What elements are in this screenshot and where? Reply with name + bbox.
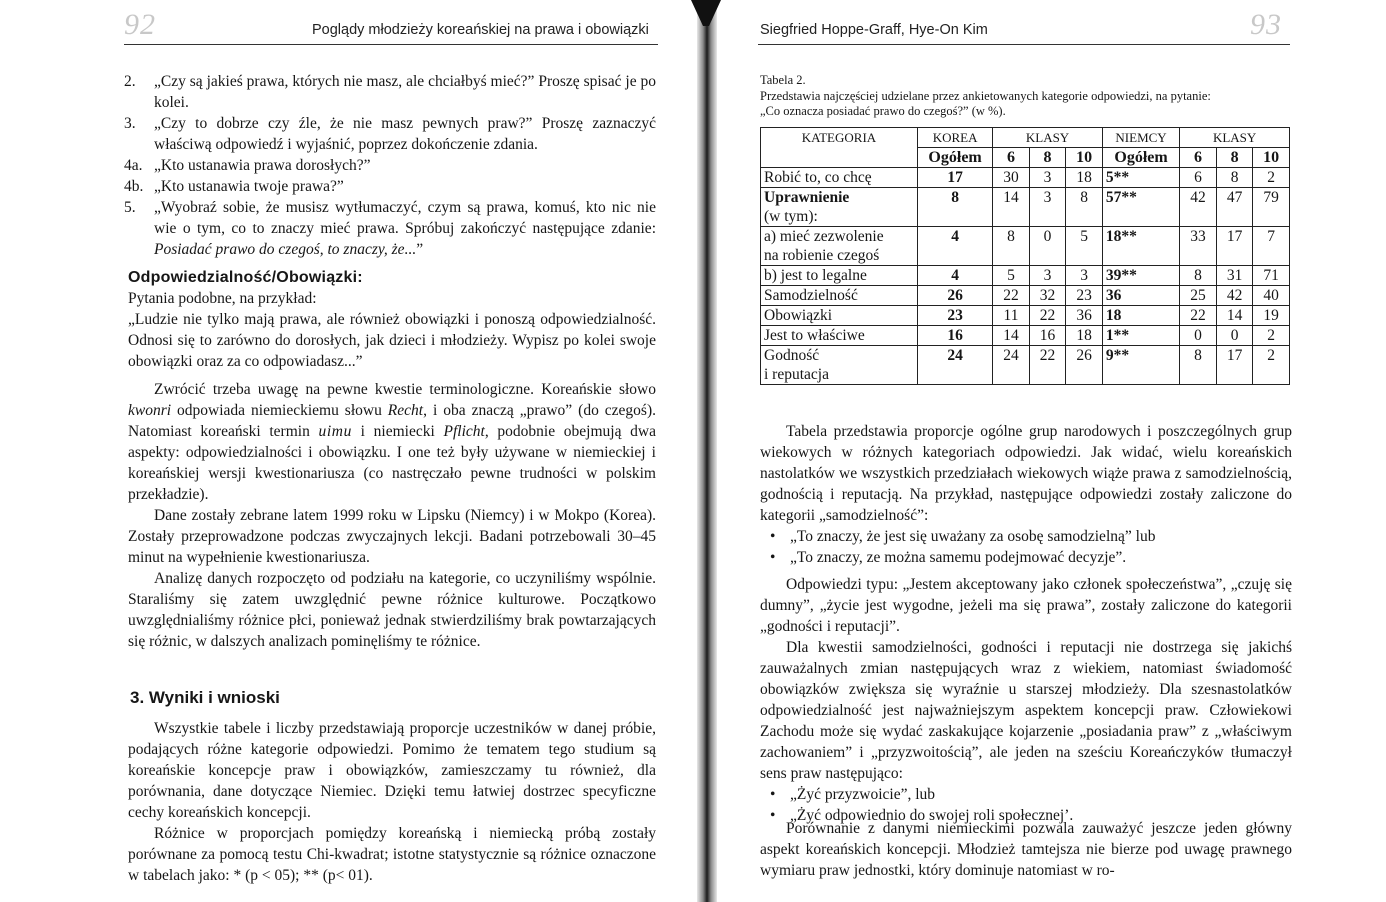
cell: 33 xyxy=(1180,227,1217,266)
cell: 79 xyxy=(1253,188,1290,227)
cell: 14 xyxy=(1216,306,1253,326)
right-page xyxy=(712,0,1386,902)
cell: 24 xyxy=(993,346,1030,385)
subheader-cell: 10 xyxy=(1066,148,1103,168)
cell: 30 xyxy=(993,168,1030,188)
cell: 11 xyxy=(993,306,1030,326)
row-label: Obowiązki xyxy=(761,306,918,326)
chapter-heading xyxy=(130,688,280,708)
subheader-cell: 10 xyxy=(1253,148,1290,168)
responsibility-section xyxy=(128,267,656,372)
bullet-item: • „Żyć odpowiednio do swojej roli społecznej’. xyxy=(770,807,1074,824)
subheader-cell: 8 xyxy=(1216,148,1253,168)
cell: 42 xyxy=(1180,188,1217,227)
header-cell: KLASY xyxy=(1180,128,1290,148)
subheader-cell: Ogółem xyxy=(917,148,992,168)
table-row xyxy=(761,346,1290,385)
header-cell: KLASY xyxy=(993,128,1103,148)
bullet-item: • „To znaczy, ze można samemu podejmować decyzje”. xyxy=(770,549,1127,566)
cell: 2 xyxy=(1253,346,1290,385)
questions-list xyxy=(124,71,656,260)
cell: 47 xyxy=(1216,188,1253,227)
row-label: Jest to właściwe xyxy=(761,326,918,346)
table-row xyxy=(761,168,1290,188)
subheader-cell: 6 xyxy=(1180,148,1217,168)
question-item: 4b. „Kto ustanawia twoje prawa?” xyxy=(124,178,344,195)
cell: 71 xyxy=(1253,266,1290,286)
table-row xyxy=(761,306,1290,326)
discussion-text-2 xyxy=(760,574,1292,826)
table-row xyxy=(761,286,1290,306)
cell: 3 xyxy=(1029,168,1066,188)
question-item: 5. „Wyobraź sobie, że musisz wytłumaczyć, czym są prawa, komuś, kto nic nie wie o tym, co to znaczy mieć prawa. Spróbuj zakończyć następujące zdanie: Posiadać prawo do czegoś, to znaczy, że...” xyxy=(124,199,656,258)
table-row xyxy=(761,326,1290,346)
methods-text xyxy=(128,379,656,652)
cell: 17 xyxy=(1216,227,1253,266)
cell-korea-total: 17 xyxy=(917,168,992,188)
cell: 2 xyxy=(1253,168,1290,188)
cell: 22 xyxy=(993,286,1030,306)
table-row xyxy=(761,188,1290,227)
cell: 18 xyxy=(1066,168,1103,188)
header-cell: KATEGORIA xyxy=(761,128,918,168)
row-label: Samodzielność xyxy=(761,286,918,306)
section-title: Odpowiedzialność/Obowiązki: xyxy=(128,269,363,286)
cell: 3 xyxy=(1029,188,1066,227)
cell: 25 xyxy=(1180,286,1217,306)
cell-korea-total: 26 xyxy=(917,286,992,306)
running-header: Poglądy młodzieży koreańskiej na prawa i obowiązki xyxy=(312,22,649,38)
para-terminology: Zwrócić trzeba uwagę na pewne kwestie terminologiczne. Koreańskie słowo kwonri odpowiada niemieckiemu słowu Recht, i oba znaczą „prawo” (do czegoś). Natomiast koreański termin uimu i niemiecki Pflicht, podobnie obejmują dwa aspekty: odpowiedzialności i obowiązku. I one też były używane w niemieckiej i koreańskiej wersji kwestionariusza (co nastręczało pewne trudności w polskim przekładzie). xyxy=(128,381,656,503)
cell: 19 xyxy=(1253,306,1290,326)
cell: 6 xyxy=(1180,168,1217,188)
table-row xyxy=(761,266,1290,286)
results-table xyxy=(760,127,1290,385)
cell: 3 xyxy=(1029,266,1066,286)
cell: 17 xyxy=(1216,346,1253,385)
cell-korea-total: 23 xyxy=(917,306,992,326)
page-number: 93 xyxy=(1250,8,1282,41)
section-text: „Ludzie nie tylko mają prawa, ale również obowiązki i ponoszą odpowiedzialność. Odnosi się to zarówno do dorosłych, jak dzieci i młodzieży. Wypisz po kolei swoje obowiązki oraz za co odpowiadasz...” xyxy=(128,311,656,370)
para-differences: Różnice w proporcjach pomiędzy koreańską i niemiecką próbą zostały porównane za pomocą testu Chi-kwadrat; istotne statystycznie są różnice oznaczone w tabelach jako: * (p < 05); ** (p< 01). xyxy=(128,825,656,884)
cell: 5 xyxy=(993,266,1030,286)
cell: 5 xyxy=(1066,227,1103,266)
discussion-text-3 xyxy=(760,818,1292,881)
results-text xyxy=(128,718,656,886)
table-caption xyxy=(760,73,1294,120)
caption-title: Tabela 2. xyxy=(760,73,806,87)
running-header: Siegfried Hoppe-Graff, Hye-On Kim xyxy=(760,22,988,38)
question-item: 2. „Czy są jakieś prawa, których nie masz, ale chciałbyś mieć?” Proszę spisać je po kolei. xyxy=(124,73,656,111)
cell: 22 xyxy=(1029,346,1066,385)
cell: 22 xyxy=(1180,306,1217,326)
subheader-cell: 6 xyxy=(993,148,1030,168)
subheader-cell: 8 xyxy=(1029,148,1066,168)
cell: 0 xyxy=(1180,326,1217,346)
bullet-item: • „To znaczy, że jest się uważany za osobę samodzielną” lub xyxy=(770,528,1156,545)
cell: 8 xyxy=(1180,266,1217,286)
cell: 23 xyxy=(1066,286,1103,306)
cell: 0 xyxy=(1216,326,1253,346)
subheader-cell: Ogółem xyxy=(1102,148,1179,168)
cell-germany-total: 1** xyxy=(1102,326,1179,346)
cell-korea-total: 8 xyxy=(917,188,992,227)
cell: 14 xyxy=(993,188,1030,227)
cell: 36 xyxy=(1066,306,1103,326)
cell: 8 xyxy=(993,227,1030,266)
para-results: Wszystkie tabele i liczby przedstawiają proporcje uczestników w danej próbie, podających różne kategorie odpowiedzi. Pomimo że tematem tego studium są koreańskie koncepcje praw i obowiązków, zamieszczamy tu również, dla porównania, dane dotyczące Niemiec. Dzięki temu łatwiej dostrzec specyficzne cechy koreańskich koncepcji. xyxy=(128,720,656,821)
para-issues: Dla kwestii samodzielności, godności i reputacji nie dostrzega się jakichś zauważalnych zmian następujących wraz z wiekiem, natomiast świadomość obowiązków zwiększa się wyraźnie u starszej młodzieży. Dla szesnastolatków odpowiedzialność jest najważniejszym aspektem koncepcji praw. Człowiekowi Zachodu może się wydać zaskakujące kojarzenie „posiadania praw” z „właściwym zachowaniem” i „przyzwoitością”, ale jeden na sześciu Koreańczyków tłumaczył sens praw następująco: xyxy=(760,639,1292,782)
question-item: 4a. „Kto ustanawia prawa dorosłych?” xyxy=(124,157,371,174)
cell-germany-total: 18** xyxy=(1102,227,1179,266)
cell-germany-total: 36 xyxy=(1102,286,1179,306)
cell: 26 xyxy=(1066,346,1103,385)
cell-korea-total: 4 xyxy=(917,227,992,266)
cell: 32 xyxy=(1029,286,1066,306)
table-row xyxy=(761,227,1290,266)
bullet-item: • „Żyć przyzwoicie”, lub xyxy=(770,786,936,803)
cell: 14 xyxy=(993,326,1030,346)
cell: 16 xyxy=(1029,326,1066,346)
para-analysis: Analizę danych rozpoczęto od podziału na kategorie, co uczyniliśmy wspólnie. Staraliśmy się zatem uwzględnić pewne różnice kulturowe. Początkowo uwzględnialiśmy różnice płci, ponieważ jednak stwierdziliśmy brak powtarzających się różnic, w dalszych analizach pominęliśmy te różnice. xyxy=(128,570,656,650)
cell: 40 xyxy=(1253,286,1290,306)
cell: 8 xyxy=(1216,168,1253,188)
cell-germany-total: 18 xyxy=(1102,306,1179,326)
cell: 3 xyxy=(1066,266,1103,286)
page-number: 92 xyxy=(124,8,156,41)
caption-line: „Co oznacza posiadać prawo do czegoś?” (w %). xyxy=(760,104,1006,118)
cell-germany-total: 57** xyxy=(1102,188,1179,227)
table-header-row xyxy=(761,128,1290,148)
caption-line: Przedstawia najczęściej udzielane przez ankietowanych kategorie odpowiedzi, na pytanie: xyxy=(760,88,1211,103)
cell: 8 xyxy=(1066,188,1103,227)
cell-korea-total: 24 xyxy=(917,346,992,385)
cell: 42 xyxy=(1216,286,1253,306)
header-rule xyxy=(124,44,658,45)
para-answers: Odpowiedzi typu: „Jestem akceptowany jako członek społeczeństwa”, „czuję się dumny”, „życie jest wygodne, jeżeli ma się prawa”, zostały zaliczone do kategorii „godności i reputacji”. xyxy=(760,576,1292,635)
cell: 18 xyxy=(1066,326,1103,346)
chapter-title: 3. Wyniki i wnioski xyxy=(130,688,280,707)
cell-korea-total: 4 xyxy=(917,266,992,286)
cell-korea-total: 16 xyxy=(917,326,992,346)
row-label: b) jest to legalne xyxy=(761,266,918,286)
header-rule xyxy=(758,44,1290,45)
cell: 8 xyxy=(1180,346,1217,385)
cell: 22 xyxy=(1029,306,1066,326)
para-table: Tabela przedstawia proporcje ogólne grup narodowych i poszczególnych grup wiekowych w różnych kategoriach odpowiedzi. Jak widać, wielu koreańskich nastolatków we wszystkich przedziałach wiekowych wiąże prawa z samodzielnością, godnością i reputacją. Na przykład, następujące odpowiedzi zostały zaliczone do kategorii „samodzielność”: xyxy=(760,423,1292,524)
cell: 31 xyxy=(1216,266,1253,286)
cell-germany-total: 9** xyxy=(1102,346,1179,385)
row-label: Uprawnienie (w tym): xyxy=(761,188,918,227)
header-cell: NIEMCY xyxy=(1102,128,1179,148)
para-data: Dane zostały zebrane latem 1999 roku w Lipsku (Niemcy) i w Mokpo (Korea). Zostały przeprowadzone podczas zwyczajnych lekcji. Badani potrzebowali 30–45 minut na wypełnienie kwestionariusza. xyxy=(128,507,656,566)
row-label: Robić to, co chcę xyxy=(761,168,918,188)
cell: 7 xyxy=(1253,227,1290,266)
question-item: 3. „Czy to dobrze czy źle, że nie masz pewnych praw?” Proszę zaznaczyć właściwą odpowiedź i wyjaśnić, poprzez dokończenie zdania. xyxy=(124,115,656,153)
header-cell: KOREA xyxy=(917,128,992,148)
row-label: Godność i reputacja xyxy=(761,346,918,385)
discussion-text xyxy=(760,421,1292,568)
cell: 0 xyxy=(1029,227,1066,266)
row-label: a) mieć zezwolenie na robienie czegoś xyxy=(761,227,918,266)
para-compare: Porównanie z danymi niemieckimi pozwala zauważyć jeszcze jeden główny aspekt koreańskich koncepcji. Młodzież tamtejsza nie bierze pod uwagę prawnego wymiaru praw jednostki, który dominuje natomiast w ro- xyxy=(760,820,1292,879)
section-intro: Pytania podobne, na przykład: xyxy=(128,290,317,307)
cell-germany-total: 39** xyxy=(1102,266,1179,286)
cell: 2 xyxy=(1253,326,1290,346)
cell-germany-total: 5** xyxy=(1102,168,1179,188)
